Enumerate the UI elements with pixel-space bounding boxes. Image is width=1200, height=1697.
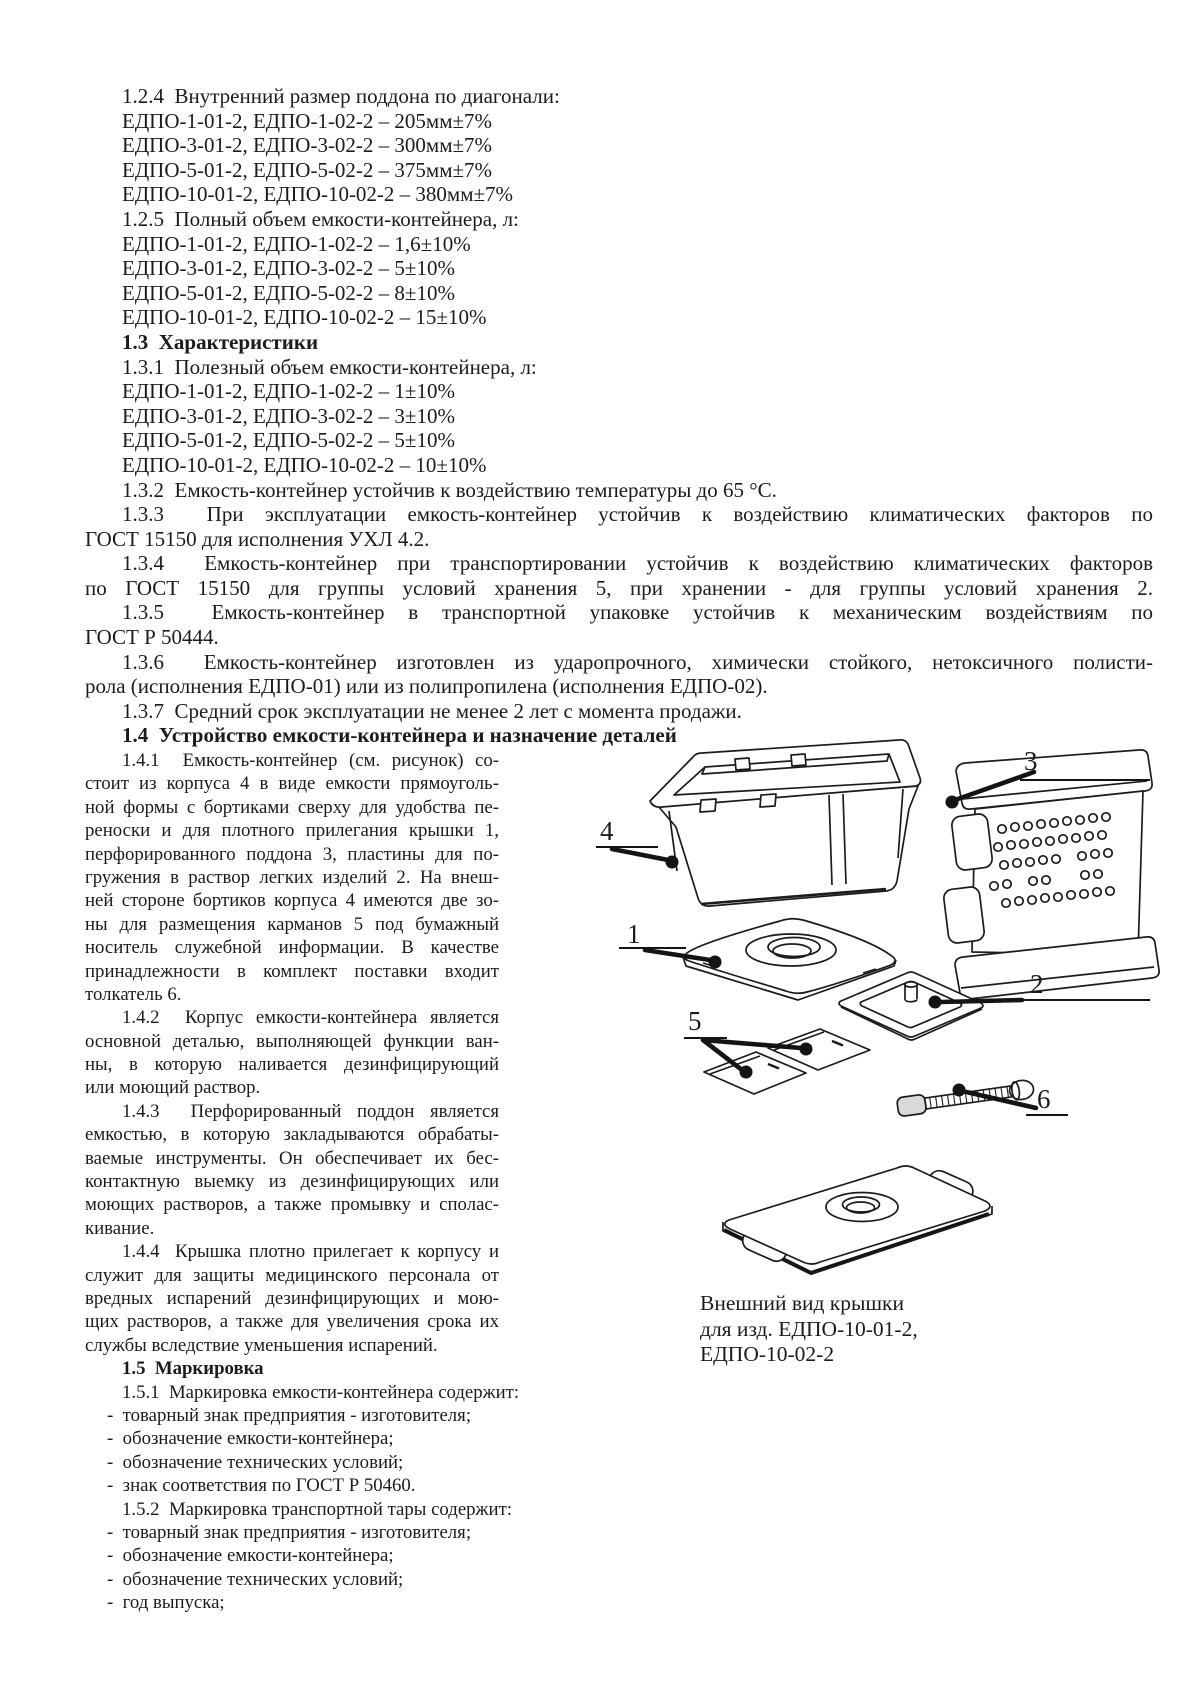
text-line: ны, в которую наливается дезинфицирующий — [85, 1054, 499, 1076]
text-line: ЕДПО-10-01-2, ЕДПО-10-02-2 – 10±10% — [122, 452, 487, 477]
text-line: ЕДПО-5-01-2, ЕДПО-5-02-2 – 375мм±7% — [122, 157, 493, 182]
text-line: 1.2.5 Полный объем емкости-контейнера, л: — [122, 206, 519, 231]
text-line: - обозначение технических условий; — [107, 1451, 404, 1473]
figure-label-pusher-6: 6 — [1037, 1084, 1051, 1114]
text-line: - обозначение технических условий; — [107, 1568, 404, 1590]
text-line: кивание. — [85, 1217, 155, 1239]
text-line: 1.5 Маркировка — [122, 1358, 264, 1380]
tray-part3-drawing — [943, 746, 1159, 999]
text-line: стоит из корпуса 4 в виде емкости прямоуголь- — [85, 773, 499, 795]
figure-label-tray-3: 3 — [1024, 746, 1038, 776]
body-part4-drawing — [650, 740, 921, 906]
text-line: 1.3.4 Емкость-контейнер при транспортировании устойчив к воздействию климатических факторов — [122, 551, 1153, 576]
text-line: ЕДПО-5-01-2, ЕДПО-5-02-2 – 5±10% — [122, 428, 455, 453]
text-line: - товарный знак предприятия - изготовителя; — [107, 1521, 472, 1543]
caption-line: ЕДПО-10-02-2 — [700, 1342, 835, 1366]
text-line: ЕДПО-5-01-2, ЕДПО-5-02-2 – 8±10% — [122, 280, 455, 305]
text-line: служит для защиты медицинского персонала от — [85, 1264, 499, 1286]
text-line: 1.4 Устройство емкости-контейнера и назначение деталей — [122, 723, 677, 748]
figure-label-lid-1: 1 — [627, 919, 641, 949]
figure-label-pockets-5: 5 — [688, 1006, 702, 1036]
text-line: реноски и для плотного прилегания крышки 1, — [85, 820, 499, 842]
text-line: рола (исполнения ЕДПО-01) или из полипропилена (исполнения ЕДПО-02). — [85, 674, 768, 699]
figure-label-plate-2: 2 — [1030, 969, 1044, 999]
caption-line: Внешний вид крышки — [700, 1291, 904, 1315]
text-line: - обозначение емкости-контейнера; — [107, 1545, 394, 1567]
pusher-part6-drawing — [896, 1079, 1034, 1117]
specs-text-section — [85, 84, 1153, 748]
text-line: принадлежности в комплект поставки входит — [85, 960, 499, 982]
text-line: 1.3.1 Полезный объем емкости-контейнера, л: — [122, 354, 537, 379]
text-line: моющих растворов, а также промывку и сполас- — [85, 1194, 499, 1216]
text-line: толкатель 6. — [85, 983, 182, 1005]
text-line: ГОСТ 15150 для исполнения УХЛ 4.2. — [85, 526, 430, 551]
text-line: - обозначение емкости-контейнера; — [107, 1428, 394, 1450]
text-line: гружения в раствор легких изделий 2. На внеш- — [85, 866, 499, 888]
lid-external-view-drawing — [640, 1140, 1060, 1288]
caption-line: для изд. ЕДПО-10-01-2, — [700, 1316, 918, 1341]
text-line: ЕДПО-1-01-2, ЕДПО-1-02-2 – 1±10% — [122, 379, 455, 404]
text-line: ной формы с бортиками сверху для удобства пе- — [85, 796, 499, 818]
text-line: службы вследствие уменьшения испарений. — [85, 1334, 438, 1356]
text-line: 1.5.1 Маркировка емкости-контейнера содержит: — [122, 1381, 520, 1403]
text-line: 1.4.1 Емкость-контейнер (см. рисунок) со- — [122, 750, 499, 771]
text-line: ны для размещения карманов 5 под бумажный — [85, 913, 499, 935]
text-line: емкостью, в которую закладываются обрабаты- — [85, 1124, 499, 1146]
text-line: основной деталью, выполняющей функции ван- — [85, 1030, 499, 1052]
figure-label-body-4: 4 — [600, 816, 614, 846]
text-line: перфорированного поддона 3, пластины для по- — [85, 843, 499, 865]
text-line: ваемые инструменты. Он обеспечивает их бес- — [85, 1147, 499, 1169]
text-line: ЕДПО-10-01-2, ЕДПО-10-02-2 – 380мм±7% — [122, 182, 514, 207]
text-line: ГОСТ Р 50444. — [85, 625, 219, 650]
figure-caption — [700, 1291, 1030, 1368]
text-line: 1.3.2 Емкость-контейнер устойчив к воздействию температуры до 65 °С. — [122, 477, 777, 502]
text-line: носитель служебной информации. В качестве — [85, 937, 499, 959]
text-line: по ГОСТ 15150 для группы условий хранения 5, при хранении - для группы условий хранения 2. — [85, 575, 1153, 600]
text-line: ЕДПО-3-01-2, ЕДПО-3-02-2 – 3±10% — [122, 403, 455, 428]
text-line: 1.3.7 Средний срок эксплуатации не менее 2 лет с момента продажи. — [122, 698, 742, 723]
text-line: - товарный знак предприятия - изготовителя; — [107, 1404, 472, 1426]
text-line: ЕДПО-3-01-2, ЕДПО-3-02-2 – 300мм±7% — [122, 133, 493, 158]
text-line: вредных испарений дезинфицирующих и мою- — [85, 1287, 499, 1309]
text-line: ней стороне бортиков корпуса 4 имеются две зо- — [85, 890, 499, 912]
text-line: ЕДПО-10-01-2, ЕДПО-10-02-2 – 15±10% — [122, 305, 487, 330]
text-line: - год выпуска; — [107, 1592, 225, 1614]
text-line: ЕДПО-1-01-2, ЕДПО-1-02-2 – 1,6±10% — [122, 231, 471, 256]
text-line: ЕДПО-1-01-2, ЕДПО-1-02-2 – 205мм±7% — [122, 108, 493, 133]
text-line: 1.2.4 Внутренний размер поддона по диагонали: — [122, 84, 560, 108]
parts-exploded-diagram — [560, 690, 1200, 1135]
text-line: 1.3 Характеристики — [122, 329, 319, 354]
text-line: 1.3.6 Емкость-контейнер изготовлен из ударопрочного, химически стойкого, нетоксичного полисти- — [122, 649, 1153, 674]
text-line: или моющий раствор. — [85, 1077, 261, 1099]
text-line: ЕДПО-3-01-2, ЕДПО-3-02-2 – 5±10% — [122, 256, 455, 281]
text-line: - знак соответствия по ГОСТ Р 50460. — [107, 1475, 416, 1497]
text-line: 1.4.3 Перфорированный поддон является — [122, 1100, 499, 1122]
text-line: контактную выемку из дезинфицирующих или — [85, 1171, 499, 1193]
text-line: 1.3.3 При эксплуатации емкость-контейнер устойчив к воздействию климатических факторов по — [122, 502, 1153, 527]
text-line: щих растворов, а также для увеличения срока их — [85, 1311, 499, 1333]
text-line: 1.4.2 Корпус емкости-контейнера является — [122, 1007, 499, 1029]
text-line: 1.4.4 Крышка плотно прилегает к корпусу и — [122, 1241, 499, 1263]
description-text-column — [85, 749, 520, 1614]
text-line: 1.3.5 Емкость-контейнер в транспортной упаковке устойчив к механическим воздействиям по — [122, 600, 1153, 625]
text-line: 1.5.2 Маркировка транспортной тары содержит: — [122, 1498, 513, 1520]
